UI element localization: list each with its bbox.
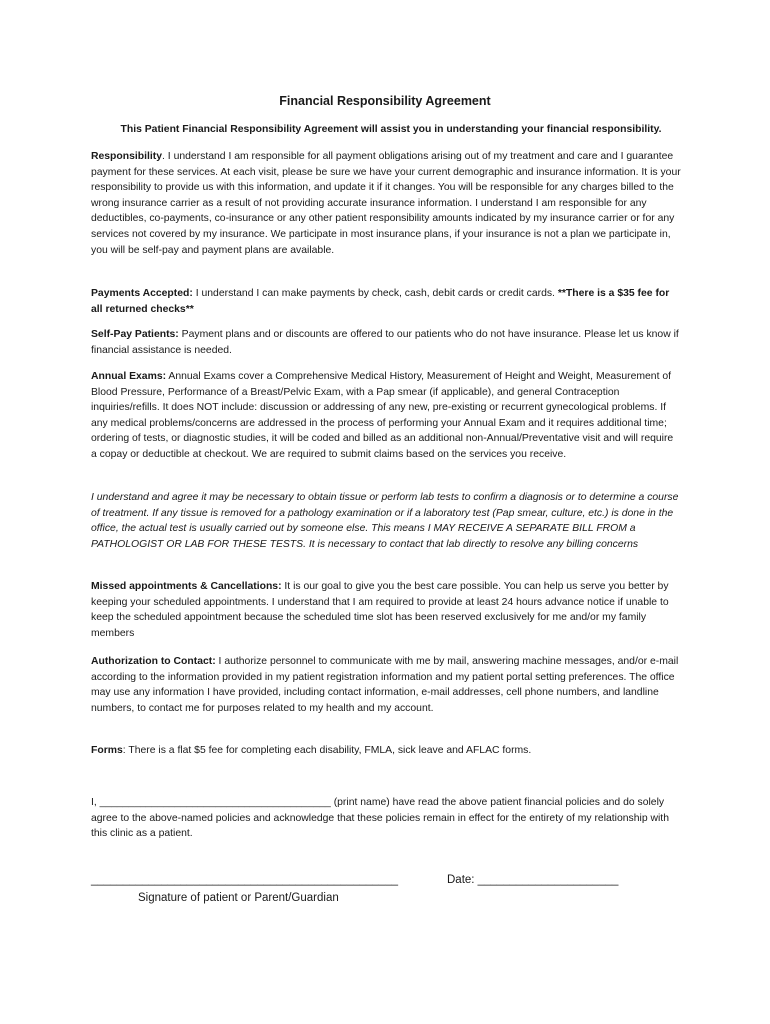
authorization-paragraph — [91, 654, 681, 716]
signature-label: Signature of patient or Parent/Guardian — [138, 892, 339, 904]
self-pay-text: Payment plans and or discounts are offered to our patients who do not have insurance. Please let us know if financial assistance is needed. — [91, 329, 679, 356]
missed-appointments-paragraph — [91, 579, 681, 641]
payments-label: Payments Accepted: — [91, 288, 193, 299]
payments-text: I understand I can make payments by check, cash, debit cards or credit cards. — [192, 288, 558, 299]
annual-exams-text: Annual Exams cover a Comprehensive Medical History, Measurement of Height and Weight, Measurement of Blood Pressure, Performance of a Breast/Pelvic Exam, with a Pap smear (if applicable), and general Contraception inquiries/refills. It does NOT include: discussion or addressing of any new, pre-existing or recurrent gynecological problems. If any medical problems/concerns are addressed in the process of performing your Annual Exam and it requires additional time; ordering of tests, or diagnostic studies, it will be coded and billed as an additional non-Annual/Preventative visit and will require a copay or deductible at checkout. We are required to submit claims based on the services you receive. — [91, 371, 674, 460]
self-pay-label: Self-Pay Patients: — [91, 329, 179, 340]
authorization-text: I authorize personnel to communicate with me by mail, answering machine messages, and/or e-mail according to the information provided in my patient registration information and my patient portal setting preferences. The office may use any information I have provided, including contact information, e-mail addresses, cell phone numbers, and landline numbers, to contact me for purposes related to my health and my account. — [91, 656, 679, 714]
responsibility-text: . I understand I am responsible for all payment obligations arising out of my treatment and care and I guarantee payment for these services. At each visit, please be sure we have your current demographic and insurance information. It is your responsibility to provide us with this information, and update it if it changes. You will be responsible for any charges billed to the wrong insurance carrier as a result of not providing accurate insurance information. I understand I am responsible for any deductibles, co-payments, co-insurance or any other patient responsibility amounts indicated by my insurance carrier or for any services not covered by my insurance. We participate in most insurance plans, if your insurance is not a plan we participate in, you will be self-pay and payment plans are available. — [91, 151, 681, 256]
returned-check-fee-note: **There is a $35 fee for all returned checks** — [91, 288, 670, 315]
document-subtitle: This Patient Financial Responsibility Agreement will assist you in understanding your financial responsibility. — [120, 124, 662, 135]
responsibility-label: Responsibility — [91, 151, 163, 162]
forms-paragraph — [91, 743, 681, 759]
authorization-label: Authorization to Contact: — [91, 656, 216, 667]
payments-paragraph — [91, 286, 681, 317]
document-title: Financial Responsibility Agreement — [279, 94, 491, 108]
responsibility-paragraph — [91, 149, 681, 258]
acknowledgement-paragraph: I, ________________________________________ (print name) have read the above patient financial policies and do solely agree to the above-named policies and acknowledge that these policies remain in effect for the entirety of my relationship with this clinic as a patient. — [91, 797, 669, 840]
forms-label: Forms — [91, 745, 123, 756]
forms-text: : There is a flat $5 fee for completing each disability, FMLA, sick leave and AFLAC forms. — [122, 745, 532, 756]
date-line: Date: ______________________ — [447, 874, 619, 886]
tissue-lab-text: I understand and agree it may be necessary to obtain tissue or perform lab tests to confirm a diagnosis or to determine a course of treatment. If any tissue is removed for a pathology examination or if a laboratory test (Pap smear, culture, etc.) is done in the office, the actual test is usually carried out by someone else. This means I MAY RECEIVE A SEPARATE BILL FROM a PATHOLOGIST OR LAB FOR THESE TESTS. It is necessary to contact that lab directly to resolve any billing concerns — [91, 492, 679, 550]
annual-exams-paragraph — [91, 369, 681, 463]
annual-exams-label: Annual Exams: — [91, 371, 167, 382]
self-pay-paragraph — [91, 327, 681, 358]
missed-appointments-text: It is our goal to give you the best care possible. You can help us serve you better by keeping your scheduled appointments. I understand that I am required to provide at least 24 hours advance notice if unable to keep the scheduled appointment because the scheduled time slot has been reserved exclusively for me and/or my family members — [91, 581, 669, 639]
signature-line: ________________________________________________ — [91, 874, 398, 886]
missed-appointments-label: Missed appointments & Cancellations: — [91, 581, 282, 592]
tissue-lab-paragraph — [91, 490, 681, 552]
